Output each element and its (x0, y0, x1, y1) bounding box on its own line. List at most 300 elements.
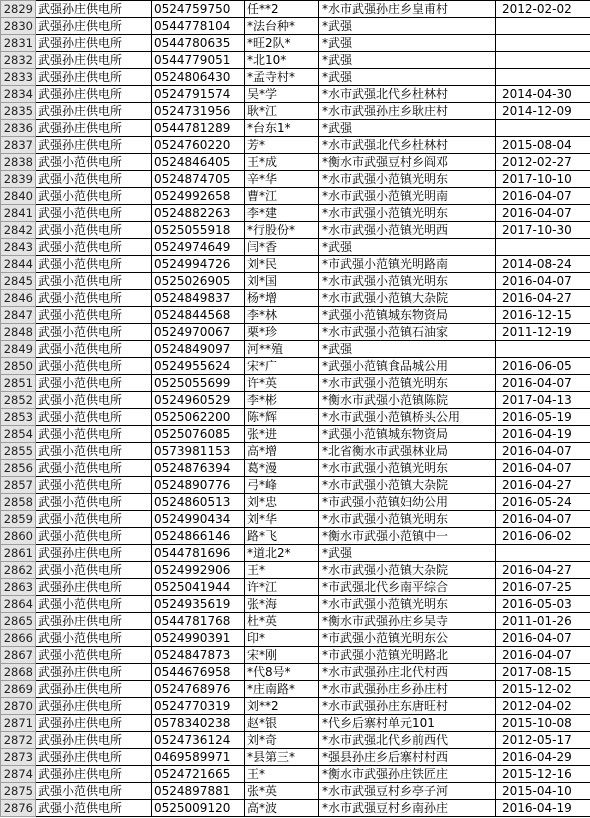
cell-date[interactable]: 2011-01-26 (496, 613, 590, 630)
cell-account[interactable]: 0524849097 (152, 341, 245, 358)
cell-date[interactable]: 2016-04-07 (496, 188, 590, 205)
table-row (1, 528, 590, 545)
cell-station[interactable]: 武强小范供电所 (36, 375, 152, 392)
cell-station[interactable]: 武强小范供电所 (36, 358, 152, 375)
cell-name[interactable]: 刘*忠 (245, 494, 319, 511)
table-row (1, 69, 590, 86)
cell-name[interactable]: 路*飞 (245, 528, 319, 545)
row-number-header[interactable]: 2836 (1, 120, 36, 137)
cell-date[interactable]: 2016-04-29 (496, 749, 590, 766)
cell-name[interactable]: 许*江 (245, 579, 319, 596)
cell-station[interactable]: 武强小范供电所 (36, 273, 152, 290)
cell-station[interactable]: 武强小范供电所 (36, 188, 152, 205)
row-number-header[interactable]: 2854 (1, 426, 36, 443)
cell-station[interactable]: 武强孙庄供电所 (36, 137, 152, 154)
cell-name[interactable]: 陈*辉 (245, 409, 319, 426)
cell-address[interactable]: *水市武强北代乡前西代 (319, 732, 496, 749)
cell-address[interactable]: *水市武强孙庄北代村西 (319, 664, 496, 681)
row-number-header[interactable]: 2861 (1, 545, 36, 562)
cell-name[interactable]: *道北2* (245, 545, 319, 562)
cell-date[interactable]: 2015-10-08 (496, 715, 590, 732)
table-row (1, 188, 590, 205)
row-number-header[interactable]: 2870 (1, 698, 36, 715)
row-number-header[interactable]: 2829 (1, 1, 36, 18)
row-number-header[interactable]: 2876 (1, 800, 36, 817)
cell-address[interactable]: *衡水市武强小范镇陈院 (319, 392, 496, 409)
cell-name[interactable]: 王* (245, 562, 319, 579)
cell-account[interactable]: 0525026905 (152, 273, 245, 290)
cell-name[interactable]: 张*英 (245, 783, 319, 800)
cell-name[interactable]: *行股份* (245, 222, 319, 239)
cell-station[interactable]: 武强孙庄供电所 (36, 664, 152, 681)
row-number-header[interactable]: 2843 (1, 239, 36, 256)
cell-account[interactable]: 0544781289 (152, 120, 245, 137)
cell-name[interactable]: 刘**2 (245, 698, 319, 715)
row-number-header[interactable]: 2857 (1, 477, 36, 494)
cell-name[interactable]: 河**殖 (245, 341, 319, 358)
cell-account[interactable]: 0544781696 (152, 545, 245, 562)
cell-station[interactable]: 武强小范供电所 (36, 630, 152, 647)
row-number-header[interactable]: 2845 (1, 273, 36, 290)
cell-date[interactable]: 2014-04-30 (496, 86, 590, 103)
cell-station[interactable]: 武强孙庄供电所 (36, 749, 152, 766)
cell-account[interactable]: 0525055918 (152, 222, 245, 239)
cell-address[interactable]: *衡水市武强孙庄铁匠庄 (319, 766, 496, 783)
cell-address[interactable]: *水市武强小范镇光明东 (319, 596, 496, 613)
row-number-header[interactable]: 2852 (1, 392, 36, 409)
cell-station[interactable]: 武强孙庄供电所 (36, 120, 152, 137)
cell-date[interactable]: 2016-04-07 (496, 443, 590, 460)
cell-account[interactable]: 0544780635 (152, 35, 245, 52)
cell-address[interactable]: *武强 (319, 18, 496, 35)
cell-station[interactable]: 武强小范供电所 (36, 443, 152, 460)
cell-date[interactable]: 2016-04-07 (496, 630, 590, 647)
row-number-header[interactable]: 2851 (1, 375, 36, 392)
cell-account[interactable]: 0525076085 (152, 426, 245, 443)
row-number-header[interactable]: 2837 (1, 137, 36, 154)
cell-address[interactable]: *武强 (319, 120, 496, 137)
row-number-header[interactable]: 2841 (1, 205, 36, 222)
cell-account[interactable]: 0524846405 (152, 154, 245, 171)
cell-station[interactable]: 武强孙庄供电所 (36, 545, 152, 562)
row-number-header[interactable]: 2848 (1, 324, 36, 341)
row-number-header[interactable]: 2869 (1, 681, 36, 698)
cell-name[interactable]: 刘*民 (245, 256, 319, 273)
cell-account[interactable]: 0524992658 (152, 188, 245, 205)
cell-date[interactable]: 2016-12-15 (496, 307, 590, 324)
cell-name[interactable]: 葛*漫 (245, 460, 319, 477)
cell-station[interactable]: 武强小范供电所 (36, 460, 152, 477)
cell-address[interactable]: *水市武强小范镇大杂院 (319, 477, 496, 494)
cell-account[interactable]: 0578340238 (152, 715, 245, 732)
cell-address[interactable]: *市武强小范镇光明东公 (319, 630, 496, 647)
cell-address[interactable]: *衡水市武强小范镇中一 (319, 528, 496, 545)
cell-name[interactable]: 李*林 (245, 307, 319, 324)
cell-station[interactable]: 武强小范供电所 (36, 562, 152, 579)
cell-date[interactable]: 2017-10-30 (496, 222, 590, 239)
cell-name[interactable]: 印* (245, 630, 319, 647)
cell-name[interactable]: *县第三* (245, 749, 319, 766)
cell-station[interactable]: 武强孙庄供电所 (36, 86, 152, 103)
cell-address[interactable]: *水市武强小范镇大杂院 (319, 290, 496, 307)
cell-date[interactable]: 2014-12-09 (496, 103, 590, 120)
cell-account[interactable]: 0524844568 (152, 307, 245, 324)
row-number-header[interactable]: 2875 (1, 783, 36, 800)
cell-name[interactable]: *台东1* (245, 120, 319, 137)
cell-station[interactable]: 武强孙庄供电所 (36, 698, 152, 715)
cell-address[interactable]: *水市武强小范镇光明东 (319, 511, 496, 528)
cell-address[interactable]: *水市武强小范镇石油家 (319, 324, 496, 341)
cell-account[interactable]: 0524876394 (152, 460, 245, 477)
cell-account[interactable]: 0524768976 (152, 681, 245, 698)
cell-name[interactable]: 王* (245, 766, 319, 783)
cell-address[interactable]: *武强小范镇城东物资局 (319, 426, 496, 443)
cell-address[interactable]: *强县孙庄乡后寨村村西 (319, 749, 496, 766)
cell-name[interactable]: *法台种* (245, 18, 319, 35)
cell-date[interactable]: 2016-07-25 (496, 579, 590, 596)
cell-address[interactable]: *水市武强豆村乡亭子河 (319, 783, 496, 800)
cell-name[interactable]: 高*波 (245, 800, 319, 817)
cell-address[interactable]: *武强 (319, 69, 496, 86)
cell-address[interactable]: *水市武强小范镇桥头公用 (319, 409, 496, 426)
row-number-header[interactable]: 2840 (1, 188, 36, 205)
cell-account[interactable]: 0524960529 (152, 392, 245, 409)
cell-name[interactable]: 张*海 (245, 596, 319, 613)
cell-station[interactable]: 武强孙庄供电所 (36, 103, 152, 120)
cell-account[interactable]: 0524791574 (152, 86, 245, 103)
cell-station[interactable]: 武强小范供电所 (36, 324, 152, 341)
table-row (1, 205, 590, 222)
row-number-header[interactable]: 2833 (1, 69, 36, 86)
cell-date[interactable]: 2016-04-19 (496, 426, 590, 443)
cell-date[interactable] (496, 18, 590, 35)
cell-station[interactable]: 武强小范供电所 (36, 409, 152, 426)
cell-station[interactable]: 武强孙庄供电所 (36, 69, 152, 86)
cell-station[interactable]: 武强小范供电所 (36, 205, 152, 222)
cell-account[interactable]: 0524806430 (152, 69, 245, 86)
cell-account[interactable]: 0524760220 (152, 137, 245, 154)
cell-account[interactable]: 0524990434 (152, 511, 245, 528)
cell-account[interactable]: 0525062200 (152, 409, 245, 426)
cell-station[interactable]: 武强小范供电所 (36, 392, 152, 409)
table-row (1, 613, 590, 630)
cell-station[interactable]: 武强小范供电所 (36, 511, 152, 528)
cell-account[interactable]: 0544778104 (152, 18, 245, 35)
cell-date[interactable]: 2016-06-05 (496, 358, 590, 375)
cell-address[interactable]: *市武强小范镇光明路南 (319, 256, 496, 273)
cell-name[interactable]: 辛*华 (245, 171, 319, 188)
table-row (1, 664, 590, 681)
cell-account[interactable]: 0525009120 (152, 800, 245, 817)
cell-address[interactable]: *水市武强小范镇大杂院 (319, 562, 496, 579)
cell-date[interactable]: 2016-04-07 (496, 511, 590, 528)
cell-station[interactable]: 武强孙庄供电所 (36, 715, 152, 732)
cell-address[interactable]: *水市武强小范镇光明东 (319, 171, 496, 188)
cell-station[interactable]: 武强孙庄供电所 (36, 681, 152, 698)
cell-date[interactable]: 2016-04-27 (496, 477, 590, 494)
row-number-header[interactable]: 2865 (1, 613, 36, 630)
cell-name[interactable]: 刘*奇 (245, 732, 319, 749)
cell-date[interactable]: 2015-08-04 (496, 137, 590, 154)
row-number-header[interactable]: 2838 (1, 154, 36, 171)
cell-date[interactable] (496, 239, 590, 256)
cell-account[interactable]: 0524847873 (152, 647, 245, 664)
cell-date[interactable]: 2016-04-27 (496, 290, 590, 307)
row-number-header[interactable]: 2856 (1, 460, 36, 477)
cell-account[interactable]: 0544781768 (152, 613, 245, 630)
cell-account[interactable]: 0524994726 (152, 256, 245, 273)
cell-account[interactable]: 0524770319 (152, 698, 245, 715)
cell-station[interactable]: 武强小范供电所 (36, 307, 152, 324)
cell-date[interactable]: 2016-05-19 (496, 409, 590, 426)
cell-address[interactable]: *水市武强小范镇光明南 (319, 188, 496, 205)
cell-address[interactable]: *水市武强北代乡杜林村 (319, 137, 496, 154)
row-number-header[interactable]: 2847 (1, 307, 36, 324)
cell-address[interactable]: *水市武强小范镇光明东 (319, 375, 496, 392)
cell-name[interactable]: 高*增 (245, 443, 319, 460)
cell-address[interactable]: *武强 (319, 341, 496, 358)
row-number-header[interactable]: 2834 (1, 86, 36, 103)
cell-station[interactable]: 武强小范供电所 (36, 477, 152, 494)
cell-name[interactable]: 刘*华 (245, 511, 319, 528)
cell-date[interactable]: 2016-04-07 (496, 205, 590, 222)
row-number-header[interactable]: 2864 (1, 596, 36, 613)
cell-date[interactable]: 2012-04-02 (496, 698, 590, 715)
cell-name[interactable]: 弓*峰 (245, 477, 319, 494)
cell-date[interactable] (496, 35, 590, 52)
cell-name[interactable]: 宋*刚 (245, 647, 319, 664)
cell-address[interactable]: *代乡后寨村单元101 (319, 715, 496, 732)
cell-date[interactable]: 2016-05-24 (496, 494, 590, 511)
cell-account[interactable]: 0524874705 (152, 171, 245, 188)
cell-date[interactable]: 2012-02-02 (496, 1, 590, 18)
row-number-header[interactable]: 2860 (1, 528, 36, 545)
cell-date[interactable]: 2015-12-02 (496, 681, 590, 698)
cell-address[interactable]: *衡水市武强豆村乡阎邓 (319, 154, 496, 171)
cell-station[interactable]: 武强小范供电所 (36, 800, 152, 817)
cell-date[interactable]: 2012-05-17 (496, 732, 590, 749)
cell-account[interactable]: 0469589971 (152, 749, 245, 766)
cell-station[interactable]: 武强孙庄供电所 (36, 613, 152, 630)
cell-address[interactable]: *市武强小范镇妇幼公用 (319, 494, 496, 511)
cell-date[interactable]: 2016-06-02 (496, 528, 590, 545)
cell-date[interactable]: 2017-10-10 (496, 171, 590, 188)
row-number-header[interactable]: 2846 (1, 290, 36, 307)
cell-account[interactable]: 0524935619 (152, 596, 245, 613)
cell-station[interactable]: 武强小范供电所 (36, 171, 152, 188)
cell-address[interactable]: *市武强北代乡南平综合 (319, 579, 496, 596)
row-number-header[interactable]: 2853 (1, 409, 36, 426)
cell-address[interactable]: *水市武强孙庄东唐旺村 (319, 698, 496, 715)
cell-name[interactable]: *旺2队* (245, 35, 319, 52)
cell-name[interactable]: 杨*增 (245, 290, 319, 307)
cell-name[interactable]: 宋*广 (245, 358, 319, 375)
cell-name[interactable]: 芳* (245, 137, 319, 154)
cell-date[interactable]: 2016-04-07 (496, 273, 590, 290)
cell-account[interactable]: 0524736124 (152, 732, 245, 749)
cell-station[interactable]: 武强小范供电所 (36, 239, 152, 256)
cell-address[interactable]: *武强小范镇食品城公用 (319, 358, 496, 375)
cell-address[interactable]: *武强 (319, 545, 496, 562)
table-row (1, 290, 590, 307)
cell-address[interactable]: *水市武强北代乡杜林村 (319, 86, 496, 103)
cell-account[interactable]: 0524849837 (152, 290, 245, 307)
cell-date[interactable]: 2012-02-27 (496, 154, 590, 171)
cell-account[interactable]: 0524990391 (152, 630, 245, 647)
cell-station[interactable]: 武强小范供电所 (36, 341, 152, 358)
cell-station[interactable]: 武强小范供电所 (36, 256, 152, 273)
cell-address[interactable]: *武强 (319, 35, 496, 52)
cell-station[interactable]: 武强小范供电所 (36, 647, 152, 664)
cell-name[interactable]: 栗*珍 (245, 324, 319, 341)
cell-name[interactable]: 杜*英 (245, 613, 319, 630)
cell-name[interactable]: *代8号* (245, 664, 319, 681)
cell-station[interactable]: 武强小范供电所 (36, 222, 152, 239)
cell-address[interactable]: *武强 (319, 239, 496, 256)
cell-date[interactable]: 2015-04-10 (496, 783, 590, 800)
cell-account[interactable]: 0524882263 (152, 205, 245, 222)
table-row (1, 494, 590, 511)
row-number-header[interactable]: 2855 (1, 443, 36, 460)
cell-account[interactable]: 0524974649 (152, 239, 245, 256)
row-number-header[interactable]: 2830 (1, 18, 36, 35)
cell-name[interactable]: 任**2 (245, 1, 319, 18)
cell-station[interactable]: 武强小范供电所 (36, 528, 152, 545)
cell-date[interactable]: 2014-08-24 (496, 256, 590, 273)
cell-name[interactable]: *孟寺村* (245, 69, 319, 86)
cell-name[interactable]: 李*彬 (245, 392, 319, 409)
cell-account[interactable]: 0524759750 (152, 1, 245, 18)
cell-date[interactable]: 2016-04-07 (496, 460, 590, 477)
cell-station[interactable]: 武强孙庄供电所 (36, 732, 152, 749)
table-row (1, 477, 590, 494)
cell-station[interactable]: 武强孙庄供电所 (36, 766, 152, 783)
cell-account[interactable]: 0524992906 (152, 562, 245, 579)
cell-account[interactable]: 0544676958 (152, 664, 245, 681)
table-row (1, 766, 590, 783)
cell-date[interactable]: 2016-04-19 (496, 800, 590, 817)
cell-station[interactable]: 武强孙庄供电所 (36, 1, 152, 18)
cell-date[interactable] (496, 545, 590, 562)
cell-name[interactable]: 吴*学 (245, 86, 319, 103)
cell-station[interactable]: 武强小范供电所 (36, 596, 152, 613)
cell-name[interactable]: 赵*银 (245, 715, 319, 732)
cell-account[interactable]: 0524860513 (152, 494, 245, 511)
cell-station[interactable]: 武强孙庄供电所 (36, 18, 152, 35)
cell-address[interactable]: *武强 (319, 52, 496, 69)
cell-account[interactable]: 0524721665 (152, 766, 245, 783)
cell-station[interactable]: 武强孙庄供电所 (36, 35, 152, 52)
row-number-header[interactable]: 2859 (1, 511, 36, 528)
cell-date[interactable]: 2015-12-16 (496, 766, 590, 783)
row-number-header[interactable]: 2850 (1, 358, 36, 375)
cell-name[interactable]: 王*成 (245, 154, 319, 171)
cell-date[interactable]: 2017-04-13 (496, 392, 590, 409)
cell-date[interactable]: 2016-05-03 (496, 596, 590, 613)
cell-account[interactable]: 0524897881 (152, 783, 245, 800)
cell-address[interactable]: *衡水市武强孙庄乡吴寺 (319, 613, 496, 630)
cell-date[interactable]: 2017-08-15 (496, 664, 590, 681)
cell-address[interactable]: *水市武强孙庄乡耿庄村 (319, 103, 496, 120)
row-number-header[interactable]: 2858 (1, 494, 36, 511)
cell-name[interactable]: 闫*香 (245, 239, 319, 256)
cell-name[interactable]: 许*英 (245, 375, 319, 392)
cell-date[interactable]: 2011-12-19 (496, 324, 590, 341)
cell-address[interactable]: *武强小范镇城东物资局 (319, 307, 496, 324)
cell-date[interactable] (496, 69, 590, 86)
cell-station[interactable]: 武强孙庄供电所 (36, 579, 152, 596)
row-number-header[interactable]: 2872 (1, 732, 36, 749)
cell-address[interactable]: *水市武强小范镇光明东 (319, 460, 496, 477)
row-number-header[interactable]: 2863 (1, 579, 36, 596)
cell-account[interactable]: 0524890776 (152, 477, 245, 494)
row-number-header[interactable]: 2867 (1, 647, 36, 664)
row-number-header[interactable]: 2868 (1, 664, 36, 681)
table-row (1, 273, 590, 290)
cell-address[interactable]: *市武强小范镇光明路北 (319, 647, 496, 664)
row-number-header[interactable]: 2844 (1, 256, 36, 273)
row-number-header[interactable]: 2873 (1, 749, 36, 766)
row-number-header[interactable]: 2832 (1, 52, 36, 69)
cell-name[interactable]: *北10* (245, 52, 319, 69)
cell-account[interactable]: 0544779051 (152, 52, 245, 69)
cell-date[interactable]: 2016-04-07 (496, 375, 590, 392)
cell-date[interactable] (496, 120, 590, 137)
cell-name[interactable]: 曹*江 (245, 188, 319, 205)
cell-date[interactable]: 2016-04-27 (496, 562, 590, 579)
cell-account[interactable]: 0525055699 (152, 375, 245, 392)
row-number-header[interactable]: 2839 (1, 171, 36, 188)
cell-account[interactable]: 0573981153 (152, 443, 245, 460)
cell-station[interactable]: 武强小范供电所 (36, 290, 152, 307)
cell-station[interactable]: 武强孙庄供电所 (36, 52, 152, 69)
cell-account[interactable]: 0524866146 (152, 528, 245, 545)
cell-name[interactable]: 张*进 (245, 426, 319, 443)
cell-account[interactable]: 0524731956 (152, 103, 245, 120)
cell-address[interactable]: *水市武强孙庄乡孙庄村 (319, 681, 496, 698)
table-row (1, 545, 590, 562)
cell-date[interactable] (496, 341, 590, 358)
cell-station[interactable]: 武强小范供电所 (36, 426, 152, 443)
cell-date[interactable]: 2016-04-07 (496, 647, 590, 664)
row-number-header[interactable]: 2842 (1, 222, 36, 239)
cell-address[interactable]: *水市武强豆村乡南孙庄 (319, 800, 496, 817)
cell-name[interactable]: 刘*国 (245, 273, 319, 290)
row-number-header[interactable]: 2874 (1, 766, 36, 783)
cell-address[interactable]: *水市武强小范镇光明西 (319, 222, 496, 239)
cell-name[interactable]: 李*建 (245, 205, 319, 222)
cell-account[interactable]: 0524955624 (152, 358, 245, 375)
cell-name[interactable]: *庄南路* (245, 681, 319, 698)
row-number-header[interactable]: 2831 (1, 35, 36, 52)
cell-account[interactable]: 0525041944 (152, 579, 245, 596)
row-number-header[interactable]: 2871 (1, 715, 36, 732)
cell-station[interactable]: 武强小范供电所 (36, 783, 152, 800)
cell-date[interactable] (496, 52, 590, 69)
cell-address[interactable]: *水市武强孙庄乡皇甫村 (319, 1, 496, 18)
row-number-header[interactable]: 2866 (1, 630, 36, 647)
cell-station[interactable]: 武强小范供电所 (36, 154, 152, 171)
row-number-header[interactable]: 2849 (1, 341, 36, 358)
cell-address[interactable]: *水市武强小范镇光明东 (319, 205, 496, 222)
cell-account[interactable]: 0524970067 (152, 324, 245, 341)
cell-name[interactable]: 耿*江 (245, 103, 319, 120)
row-number-header[interactable]: 2835 (1, 103, 36, 120)
cell-address[interactable]: *北省衡水市武强林业局 (319, 443, 496, 460)
cell-address[interactable]: *水市武强小范镇光明东 (319, 273, 496, 290)
row-number-header[interactable]: 2862 (1, 562, 36, 579)
cell-station[interactable]: 武强小范供电所 (36, 494, 152, 511)
